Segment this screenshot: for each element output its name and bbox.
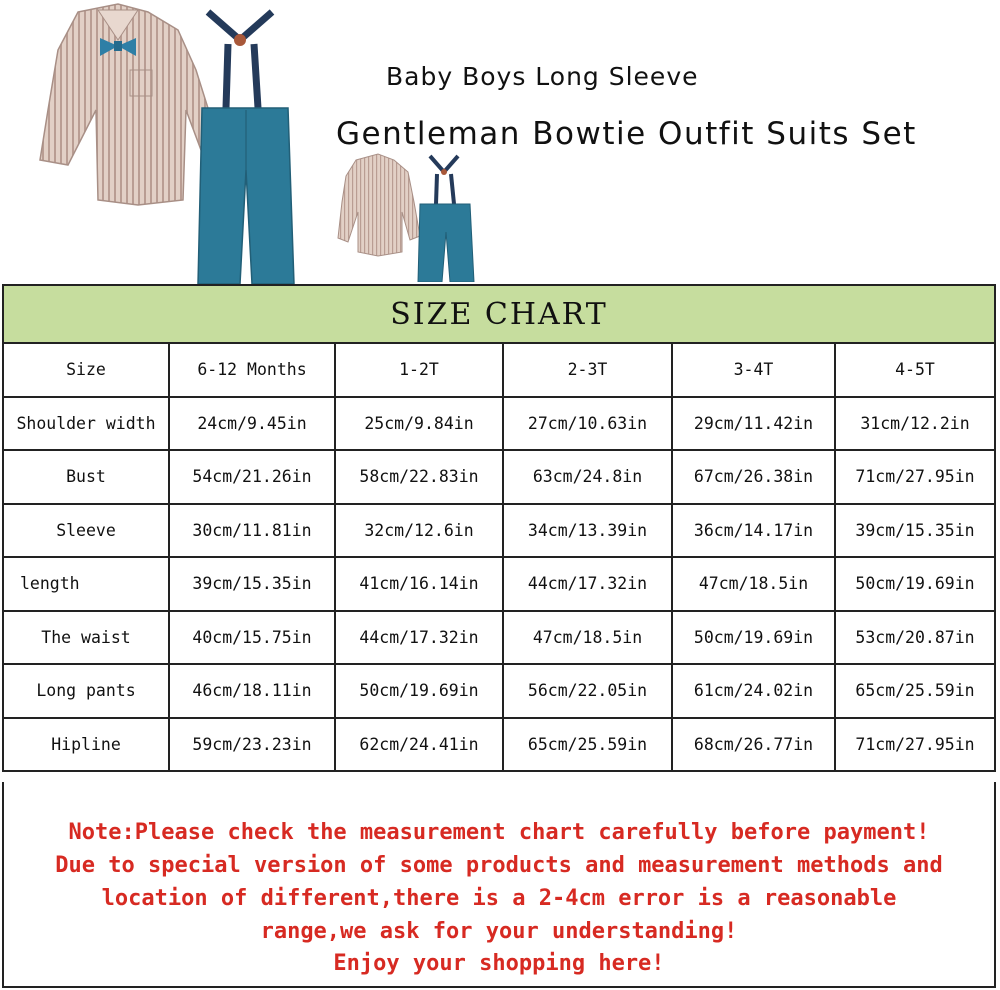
table-cell: 31cm/12.2in	[835, 397, 994, 451]
table-cell: 50cm/19.69in	[672, 611, 835, 665]
measurement-note	[2, 782, 996, 988]
size-chart-table	[4, 344, 994, 770]
product-header	[0, 0, 1000, 284]
table-cell: 30cm/11.81in	[169, 504, 335, 558]
row-label: Bust	[4, 450, 169, 504]
table-row	[4, 450, 994, 504]
table-cell: 29cm/11.42in	[672, 397, 835, 451]
table-cell: 44cm/17.32in	[335, 611, 503, 665]
table-cell: 61cm/24.02in	[672, 664, 835, 718]
table-cell: 53cm/20.87in	[835, 611, 994, 665]
table-cell: 62cm/24.41in	[335, 718, 503, 771]
table-cell: 41cm/16.14in	[335, 557, 503, 611]
table-cell: 63cm/24.8in	[503, 450, 672, 504]
outfit-photo-small	[336, 152, 476, 282]
table-cell: 34cm/13.39in	[503, 504, 672, 558]
table-cell: 24cm/9.45in	[169, 397, 335, 451]
table-row	[4, 504, 994, 558]
size-chart-title: SIZE CHART	[4, 286, 994, 344]
note-line: Enjoy your shopping here!	[333, 951, 665, 976]
table-cell: 58cm/22.83in	[335, 450, 503, 504]
table-cell: 32cm/12.6in	[335, 504, 503, 558]
table-cell: 71cm/27.95in	[835, 450, 994, 504]
table-cell: 25cm/9.84in	[335, 397, 503, 451]
table-cell: 44cm/17.32in	[503, 557, 672, 611]
row-label: Sleeve	[4, 504, 169, 558]
size-chart	[2, 284, 996, 772]
table-cell: 68cm/26.77in	[672, 718, 835, 771]
table-row	[4, 397, 994, 451]
note-line: location of different,there is a 2-4cm error is a reasonable	[101, 886, 897, 911]
row-label: Shoulder width	[4, 397, 169, 451]
table-cell: 50cm/19.69in	[835, 557, 994, 611]
header-cell: 2-3T	[503, 344, 672, 397]
product-title-line-1: Baby Boys Long Sleeve	[386, 62, 699, 91]
table-cell: 27cm/10.63in	[503, 397, 672, 451]
table-cell: 56cm/22.05in	[503, 664, 672, 718]
table-cell: 59cm/23.23in	[169, 718, 335, 771]
table-cell: 65cm/25.59in	[503, 718, 672, 771]
table-cell: 47cm/18.5in	[503, 611, 672, 665]
row-label: Hipline	[4, 718, 169, 771]
table-cell: 65cm/25.59in	[835, 664, 994, 718]
header-cell: 6-12 Months	[169, 344, 335, 397]
table-cell: 40cm/15.75in	[169, 611, 335, 665]
header-row	[4, 344, 994, 397]
product-title-line-2: Gentleman Bowtie Outfit Suits Set	[336, 116, 917, 152]
row-label: Long pants	[4, 664, 169, 718]
table-cell: 39cm/15.35in	[835, 504, 994, 558]
table-cell: 54cm/21.26in	[169, 450, 335, 504]
header-cell: Size	[4, 344, 169, 397]
table-row	[4, 611, 994, 665]
row-label: length	[4, 557, 169, 611]
table-row	[4, 718, 994, 771]
header-cell: 4-5T	[835, 344, 994, 397]
table-cell: 50cm/19.69in	[335, 664, 503, 718]
note-line: Note:Please check the measurement chart carefully before payment!	[68, 820, 930, 845]
header-cell: 3-4T	[672, 344, 835, 397]
table-cell: 47cm/18.5in	[672, 557, 835, 611]
table-cell: 71cm/27.95in	[835, 718, 994, 771]
table-row	[4, 664, 994, 718]
outfit-photo-large	[18, 0, 298, 284]
row-label: The waist	[4, 611, 169, 665]
header-cell: 1-2T	[335, 344, 503, 397]
table-cell: 39cm/15.35in	[169, 557, 335, 611]
table-row	[4, 557, 994, 611]
note-line: range,we ask for your understanding!	[260, 919, 738, 944]
table-cell: 36cm/14.17in	[672, 504, 835, 558]
table-cell: 46cm/18.11in	[169, 664, 335, 718]
note-line: Due to special version of some products and measurement methods and	[55, 853, 943, 878]
table-cell: 67cm/26.38in	[672, 450, 835, 504]
